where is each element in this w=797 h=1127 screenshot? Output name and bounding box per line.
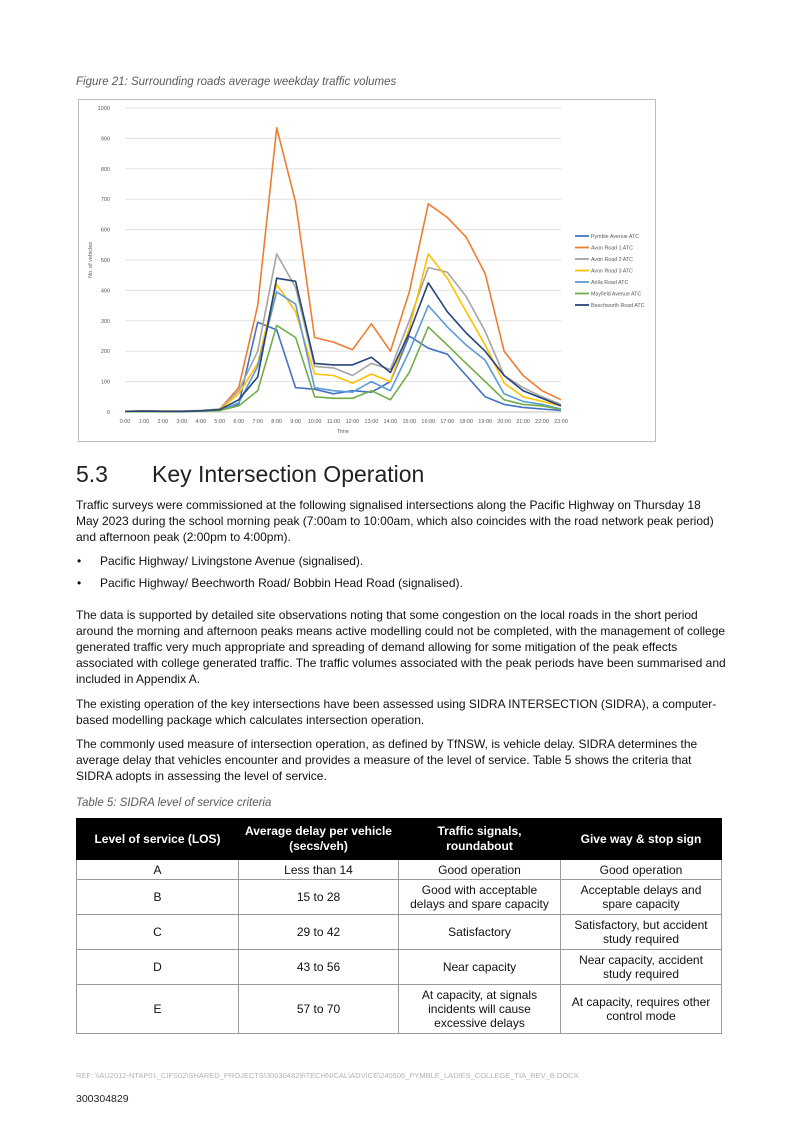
series-line (125, 254, 561, 412)
x-tick-label: 15:00 (402, 419, 417, 425)
x-tick-label: 16:00 (421, 419, 436, 425)
x-tick-label: 20:00 (497, 419, 512, 425)
series-line (125, 292, 561, 412)
bullet-marker: • (77, 576, 82, 590)
table-cell: Near capacity (399, 950, 561, 985)
y-tick-label: 1000 (97, 106, 110, 112)
footer-reference (76, 1071, 579, 1080)
list-item (76, 575, 726, 597)
table-cell: 15 to 28 (239, 880, 399, 915)
intersection-list (76, 553, 726, 597)
table-cell: 43 to 56 (239, 950, 399, 985)
table-caption: Table 5: SIDRA level of service criteria (76, 797, 272, 809)
series-line (125, 325, 561, 411)
legend-label: Mayfield Avenue ATC (591, 291, 642, 298)
x-tick-label: 0:00 (119, 419, 131, 425)
paragraph-site-observations: The data is supported by detailed site observations noting that some congestion on the local roads in the short period around the morning and afternoon peaks means active modelling could not be completed, with the management of college generated traffic very much appropriate and spreading of demand allowing for some mitigation of the peak effects associated with college generated traffic. The traffic volumes associated with the peak periods have been summarised and included in Appendix A. (76, 608, 726, 686)
table-cell: Good operation (399, 860, 561, 880)
table-cell: Near capacity, accident study required (561, 950, 722, 985)
y-tick-label: 800 (100, 166, 110, 173)
table-row (77, 915, 722, 950)
footer-ref-path: \\AU2012-NTAP01_CIFS02\SHARED_PROJECTS\300304829\TECHNICAL\ADVICE\240506_PYMBLE_LADIES_COLLEGE_TIA_REV_B.DOCX (95, 1071, 579, 1080)
table-cell: Good with acceptable delays and spare capacity (399, 880, 561, 915)
header-traffic-signals: Traffic signals, roundabout (399, 819, 561, 860)
header-average-delay: Average delay per vehicle (secs/veh) (239, 819, 399, 860)
table-cell: Acceptable delays and spare capacity (561, 880, 722, 915)
list-item-text: Pacific Highway/ Livingstone Avenue (signalised). (100, 554, 364, 568)
table-cell: Less than 14 (239, 860, 399, 880)
table-cell: A (77, 860, 239, 880)
y-tick-label: 500 (100, 258, 110, 264)
y-tick-label: 700 (100, 197, 110, 204)
x-tick-label: 6:00 (233, 419, 245, 425)
table-cell: Good operation (561, 860, 722, 880)
legend-label: Avon Road 1 ATC (591, 245, 633, 252)
table-cell: Satisfactory, but accident study required (561, 915, 722, 950)
x-tick-label: 19:00 (478, 419, 493, 425)
footer-ref-label: REF: (76, 1071, 94, 1080)
x-tick-label: 11:00 (326, 419, 341, 425)
y-tick-label: 0 (106, 410, 110, 416)
figure-caption: Figure 21: Surrounding roads average weekday traffic volumes (76, 76, 397, 88)
y-tick-label: 900 (100, 136, 110, 143)
x-tick-label: 8:00 (271, 419, 283, 425)
table-header-row (77, 819, 722, 860)
x-tick-label: 7:00 (252, 419, 264, 425)
x-tick-label: 14:00 (383, 419, 398, 425)
x-tick-label: 3:00 (176, 419, 188, 425)
legend-label: Arilla Road ATC (591, 280, 629, 286)
x-tick-label: 5:00 (214, 419, 226, 425)
table-cell: At capacity, at signals incidents will cause excessive delays (399, 985, 561, 1034)
paragraph-surveys: Traffic surveys were commissioned at the following signalised intersections along the Pacific Highway on Thursday 18 May 2023 during the school morning peak (7:00am to 10:00am, which also coincides with the road network peak period) and afternoon peak (2:00pm to 4:00pm). (76, 498, 714, 544)
table-cell: 29 to 42 (239, 915, 399, 950)
paragraph-sidra: The existing operation of the key intersections have been assessed using SIDRA INTERSECTION (SIDRA), a computer-based modelling package which calculates intersection operation. (76, 697, 717, 727)
traffic-volume-chart (78, 99, 656, 442)
x-tick-label: 22:00 (535, 419, 549, 425)
table-cell: B (77, 880, 239, 915)
y-tick-label: 100 (100, 379, 110, 386)
table-cell: Satisfactory (399, 915, 561, 950)
table-row (77, 985, 722, 1034)
x-tick-label: 4:00 (195, 419, 207, 425)
table-cell: 57 to 70 (239, 985, 399, 1034)
table-row (77, 860, 722, 880)
los-criteria-table (76, 818, 722, 1034)
y-tick-label: 400 (100, 288, 110, 295)
x-tick-label: 18:00 (459, 419, 474, 425)
table-row (77, 950, 722, 985)
bullet-marker: • (77, 554, 82, 568)
y-tick-label: 600 (100, 227, 110, 234)
x-tick-label: 13:00 (364, 419, 379, 425)
x-tick-label: 9:00 (290, 419, 301, 425)
table-row (77, 880, 722, 915)
header-give-way: Give way & stop sign (561, 819, 722, 860)
table-cell: D (77, 950, 239, 985)
list-item-text: Pacific Highway/ Beechworth Road/ Bobbin Head Road (signalised). (100, 576, 463, 590)
table-cell: E (77, 985, 239, 1034)
x-tick-label: 1:00 (138, 419, 150, 425)
legend-label: Beechworth Road ATC (591, 303, 645, 309)
x-tick-label: 23:00 (554, 419, 568, 425)
section-title: Key Intersection Operation (152, 461, 425, 487)
x-axis-title: Time (336, 429, 350, 435)
x-tick-label: 2:00 (157, 419, 169, 425)
section-heading (76, 461, 424, 488)
y-tick-label: 200 (100, 349, 110, 356)
legend-label: Avon Road 3 ATC (591, 268, 633, 275)
section-number: 5.3 (76, 461, 108, 487)
table-cell: C (77, 915, 239, 950)
y-tick-label: 300 (100, 318, 110, 325)
document-number: 300304829 (76, 1093, 129, 1105)
x-tick-label: 10:00 (307, 419, 322, 425)
x-tick-label: 17:00 (440, 419, 455, 425)
chart-svg (79, 100, 657, 443)
series-line (125, 128, 561, 412)
series-line (125, 254, 561, 412)
table-cell: At capacity, requires other control mode (561, 985, 722, 1034)
legend-label: Pymble Avenue ATC (591, 234, 640, 240)
list-item (76, 553, 726, 575)
header-los: Level of service (LOS) (77, 819, 239, 860)
legend-label: Avon Road 2 ATC (591, 257, 633, 263)
x-tick-label: 12:00 (345, 419, 360, 425)
x-tick-label: 21:00 (516, 419, 530, 425)
paragraph-delay-measure: The commonly used measure of intersection operation, as defined by TfNSW, is vehicle delay. SIDRA determines the average delay that vehicles encounter and provides a measure of the level of service. Table 5 shows the criteria that SIDRA adopts in assessing the level of service. (76, 737, 698, 783)
y-axis-title: No. of vehicles (88, 241, 94, 279)
